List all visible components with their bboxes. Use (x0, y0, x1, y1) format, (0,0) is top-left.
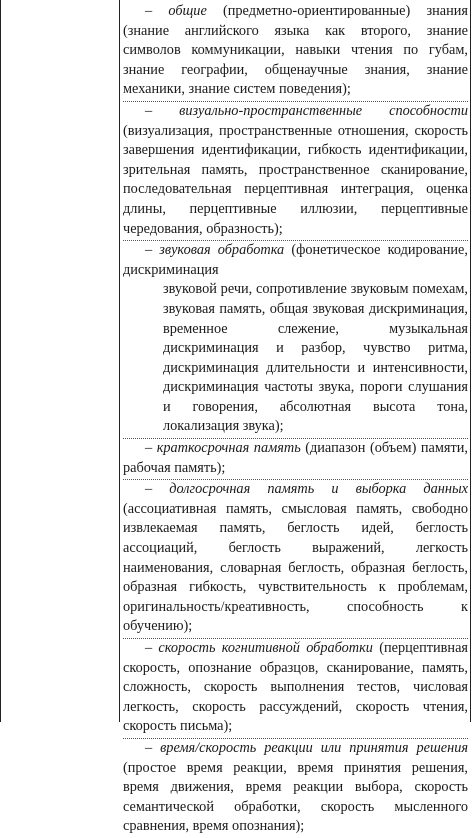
list-item-auditory-processing (123, 241, 468, 439)
item-body: (простое время реакции, время принятия решения, время движения, время реакции выбора, скорость семантической обработки, скорость мысленного сравнения, время опознания); (123, 759, 468, 835)
item-dash: – (145, 481, 170, 498)
item-body: (перцептивная скорость, опознание образцов, сканирование, память, сложность, скорость выполнения тестов, числовая легкость, скорость рассуждений, скорость чтения, скорость письма); (123, 640, 468, 735)
item-term: визуально-пространственные способности (179, 102, 468, 119)
item-dash: – (145, 440, 157, 457)
item-body: (визуализация, пространственные отношения, скорость завершения идентификации, гибкость идентификации, зрительная память, пространственное сканирование, последовательная перцептивная интеграция, оценка длины, перцептивные иллюзии, перцептивные чередования, образность); (123, 122, 468, 237)
item-term: звуковая обработка (159, 242, 285, 259)
item-body: (предметно-ориентированные) знания (знание английского языка как второго, знание символов коммуникации, навыки чтения по губам, знание географии, общенаучные знания, знание механики, знание систем поведения); (123, 3, 468, 98)
list-item-general-knowledge (123, 2, 468, 102)
text-cell (120, 0, 470, 835)
item-dash: – (145, 242, 160, 259)
item-term: скорость когнитивной обработки (158, 640, 373, 656)
list-item-long-term-memory (123, 480, 468, 639)
item-term: краткосрочная память (156, 440, 301, 457)
table-border-right (470, 0, 471, 722)
item-dash: – (145, 102, 180, 119)
item-body: (фонетическое кодирование, дискриминация (123, 242, 468, 278)
item-body: (ассоциативная память, смысловая память, свободно извлекаемая память, беглость идей, беглость ассоциаций, беглость выражений, легкость наименования, словарная беглость, образная беглость, образная гибкость, чувствительность к проблемам, оригинальность/креативность, способность к обучению); (123, 500, 468, 635)
table-border-left (0, 0, 1, 722)
item-term: время/скорость реакции или принятия решения (160, 739, 468, 756)
item-dash: – (145, 3, 169, 19)
item-term: долгосрочная память и выборка данных (169, 481, 468, 498)
list-item-reaction-time (123, 739, 468, 838)
list-item-visual-spatial (123, 102, 468, 241)
item-term: общие (168, 3, 207, 19)
item-dash: – (145, 640, 159, 656)
list-item-short-term-memory (123, 439, 468, 480)
item-dash: – (145, 739, 161, 756)
item-continuation: звуковой речи, сопротивление звуковым помехам, звуковая память, общая звуковая дискриминация, временное слежение, музыкальная дискриминация и разбор, чувство ритма, дискриминация длительности и интенсивности, дискриминация частоты звука, пороги слушания и говорения, абсолютная высота тона, локализация звука); (163, 281, 468, 435)
list-item-processing-speed (123, 639, 468, 739)
item-body: (диапазон (объем) памяти, рабочая память); (123, 440, 468, 476)
